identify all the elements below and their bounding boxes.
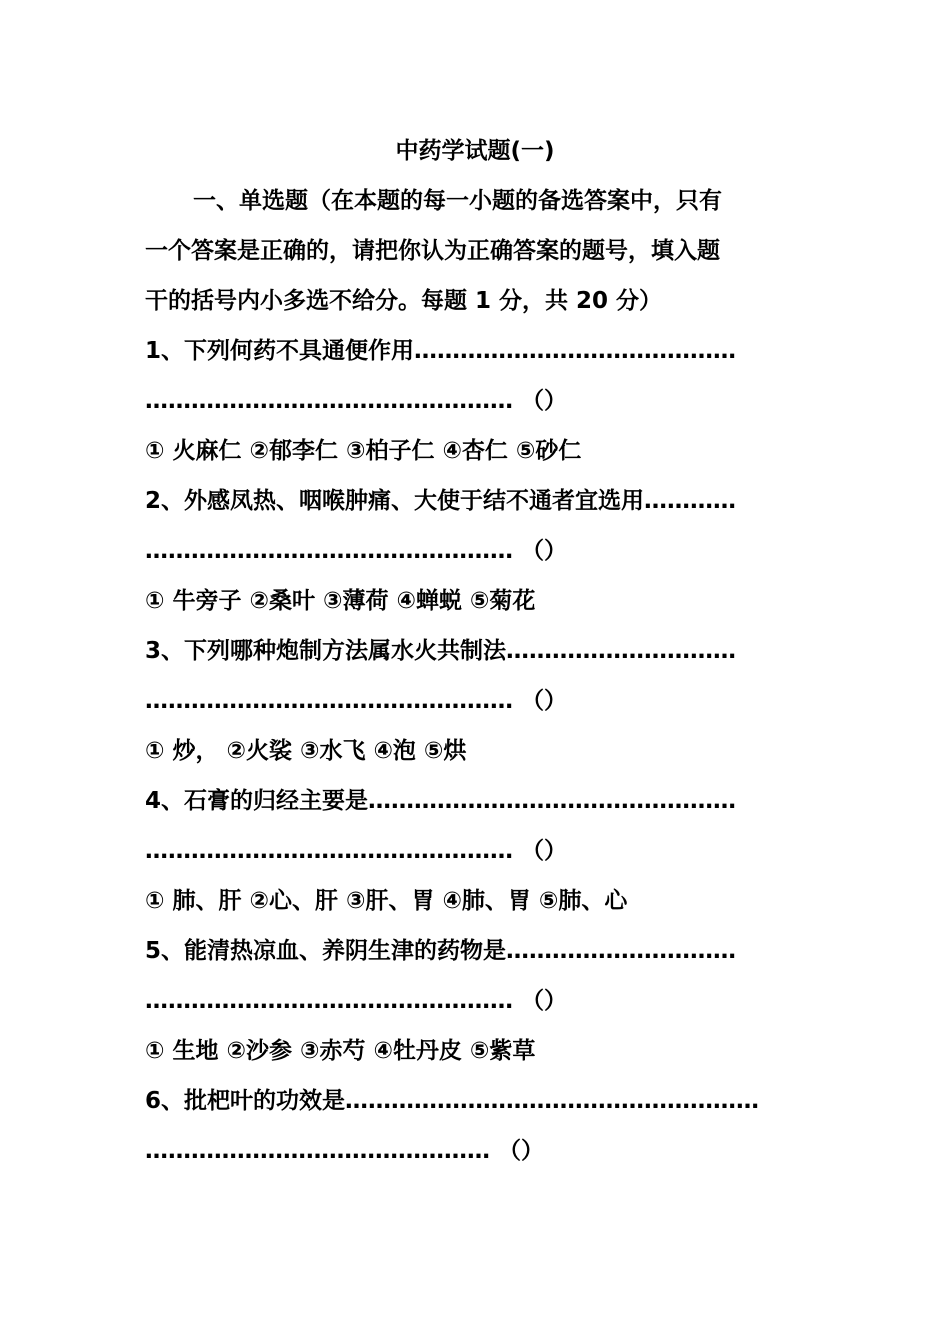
question-4-stem: 4、石膏的归经主要是………………………………………… [145, 788, 737, 814]
question-3-answer-blank: ………………………………………… （） [145, 688, 568, 714]
page-title: 中药学试题(一) [395, 138, 555, 164]
question-5-options: ① 生地 ②沙参 ③赤芍 ④牡丹皮 ⑤紫草 [145, 1038, 536, 1064]
question-4-answer-blank: ………………………………………… （） [145, 838, 568, 864]
question-5-answer-blank: ………………………………………… （） [145, 988, 568, 1014]
question-2-stem: 2、外感凤热、咽喉肿痛、大使于结不通者宜选用………… [145, 488, 737, 514]
question-2-options: ① 牛旁子 ②桑叶 ③薄荷 ④蝉蜕 ⑤菊花 [145, 588, 536, 614]
question-3-options: ① 炒， ②火裟 ③水飞 ④泡 ⑤烘 [145, 738, 467, 764]
section-intro-line-2: 一个答案是正确的，请把你认为正确答案的题号，填入题 [145, 238, 720, 264]
question-3-stem: 3、下列哪种炮制方法属水火共制法………………………… [145, 638, 737, 664]
question-1-answer-blank: ………………………………………… （） [145, 388, 568, 414]
section-intro-line-3: 干的括号内小多选不给分。每题 1 分，共 20 分） [145, 288, 663, 314]
question-2-answer-blank: ………………………………………… （） [145, 538, 568, 564]
question-6-answer-blank: ……………………………………… （） [145, 1138, 545, 1164]
question-6-stem: 6、批杷叶的功效是……………………………………………… [145, 1088, 760, 1114]
question-5-stem: 5、能清热凉血、养阴生津的药物是………………………… [145, 938, 737, 964]
question-1-options: ① 火麻仁 ②郁李仁 ③柏子仁 ④杏仁 ⑤砂仁 [145, 438, 582, 464]
section-intro-line-1: 一、单选题（在本题的每一小题的备选答案中，只有 [193, 188, 722, 214]
question-4-options: ① 肺、肝 ②心、肝 ③肝、胃 ④肺、胃 ⑤肺、心 [145, 888, 628, 914]
question-1-stem: 1、下列何药不具通便作用…………………………………… [145, 338, 737, 364]
